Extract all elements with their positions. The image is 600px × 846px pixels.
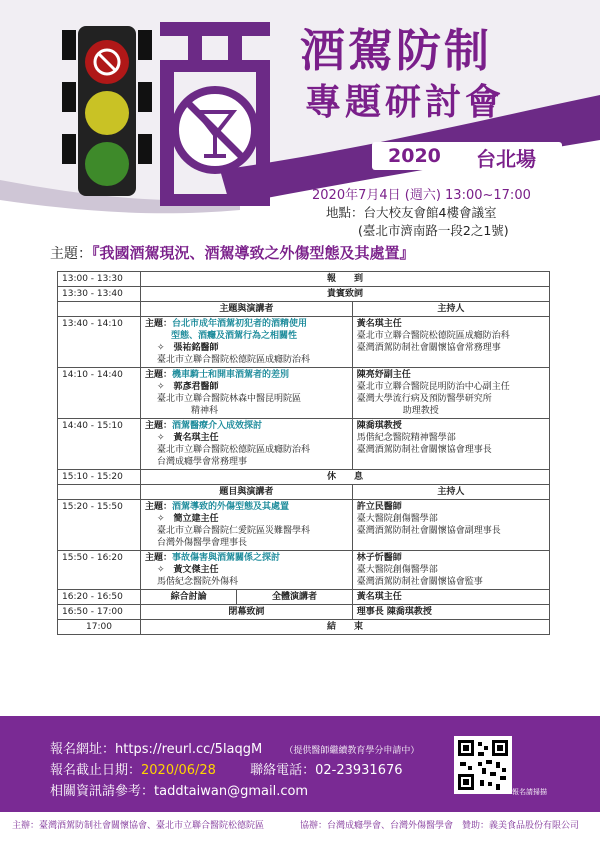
topic-cell xyxy=(141,551,353,590)
registration-label: 報名網址： xyxy=(50,742,116,757)
deadline-date: 2020/06/28 xyxy=(141,763,216,778)
speaker-name: ✧ 郭彥君醫師 xyxy=(157,382,219,392)
session-cell: 閉幕致詞 xyxy=(141,605,353,620)
host-affiliation: 馬偕紀念醫院精神醫學部 xyxy=(356,433,456,443)
event-city: 台北場 xyxy=(476,147,536,171)
time-cell: 15:10 - 15:20 xyxy=(58,470,141,485)
qr-note: 報名請掃描 xyxy=(512,788,547,796)
speaker-affiliation: 臺北市立聯合醫院林森中醫昆明院區 xyxy=(157,394,302,404)
topic-header: 主題與演講者 xyxy=(141,302,353,317)
time-cell: 13:40 - 14:10 xyxy=(58,317,141,368)
table-row xyxy=(58,317,550,368)
topic-cell xyxy=(141,317,353,368)
deadline-label: 報名截止日期： xyxy=(50,763,142,778)
host-affiliation: 臺灣酒駕防制社會關懷協會理事長 xyxy=(356,445,492,455)
table-header-row xyxy=(58,302,550,317)
topic-header: 題目與演講者 xyxy=(141,485,353,500)
topic-title: 台北市成年酒駕初犯者的酒精使用 xyxy=(172,319,308,329)
speaker-name: ✧ 簡立建主任 xyxy=(157,514,219,524)
phone-label: 聯絡電話： xyxy=(250,763,316,778)
host-affiliation: 臺北市立聯合醫院松德院區成癮防治科 xyxy=(356,331,510,341)
host-affiliation: 臺灣大學流行病及預防醫學研究所 xyxy=(356,394,492,404)
session-cell: 休 息 xyxy=(141,470,550,485)
host-affiliation: 臺灣酒駕防制社會關懷協會監事 xyxy=(356,577,483,587)
time-cell: 15:50 - 16:20 xyxy=(58,551,141,590)
speaker-name: ✧ 張祐銘醫師 xyxy=(157,343,219,353)
topic-title: 機車騎士和開車酒駕者的差別 xyxy=(172,370,290,380)
host-cell xyxy=(352,317,549,368)
time-cell: 16:50 - 17:00 xyxy=(58,605,141,620)
host-header: 主持人 xyxy=(352,485,549,500)
host-cell xyxy=(352,419,549,470)
speaker-affiliation: 台灣外傷醫學會理事長 xyxy=(157,538,248,548)
host-affiliation: 臺大醫院創傷醫學部 xyxy=(356,514,438,524)
table-row xyxy=(58,605,550,620)
speaker-name: ✧ 黃文傑主任 xyxy=(157,565,219,575)
speaker-cell: 全體演講者 xyxy=(237,590,353,605)
host-affiliation: 臺北市立聯合醫院昆明防治中心副主任 xyxy=(356,382,510,392)
deadline-line xyxy=(50,759,403,778)
host-name: 許立民醫師 xyxy=(356,502,402,512)
registration-note: （提供醫師繼續教育學分申請中） xyxy=(284,746,420,756)
phone-number: 02-23931676 xyxy=(315,763,403,778)
event-title: 酒駕防制 xyxy=(300,24,493,77)
theme-label: 主題： xyxy=(50,246,92,262)
topic-title: 型態、酒癮及酒駕行為之相關性 xyxy=(171,331,298,341)
organizer-text: 主辦：臺灣酒駕防制社會關懷協會、臺北市立聯合醫院松德院區 xyxy=(12,821,265,831)
topic-label: 主題： xyxy=(145,553,173,563)
table-row xyxy=(58,470,550,485)
host-cell xyxy=(352,551,549,590)
time-cell: 15:20 - 15:50 xyxy=(58,500,141,551)
time-cell: 16:20 - 16:50 xyxy=(58,590,141,605)
host-affiliation: 助理教授 xyxy=(402,406,439,416)
table-row xyxy=(58,287,550,302)
topic-cell xyxy=(141,368,353,419)
event-location: 地點：台大校友會館4樓會議室 xyxy=(326,205,497,220)
host-name: 陳喬琪教授 xyxy=(356,421,402,431)
host-affiliation: 臺大醫院創傷醫學部 xyxy=(356,565,438,575)
schedule-table xyxy=(57,271,550,635)
topic-cell xyxy=(141,419,353,470)
time-cell: 17:00 xyxy=(58,620,141,635)
host-affiliation: 臺灣酒駕防制社會關懷協會副理事長 xyxy=(356,526,501,536)
speaker-affiliation: 台灣成癮學會常務理事 xyxy=(157,457,248,467)
event-date: 2020年7月4日 (週六) 13:00~17:00 xyxy=(312,188,531,203)
event-year: 2020 xyxy=(388,145,441,167)
time-cell xyxy=(58,485,141,500)
time-cell: 14:40 - 15:10 xyxy=(58,419,141,470)
host-cell: 黃名琪主任 xyxy=(352,590,549,605)
table-row xyxy=(58,551,550,590)
session-cell: 綜合討論 xyxy=(141,590,237,605)
session-cell: 報 到 xyxy=(141,272,550,287)
co-organizer-text: 協辦：台灣成癮學會、台灣外傷醫學會 xyxy=(300,821,454,831)
session-cell: 貴賓致詞 xyxy=(141,287,550,302)
table-row xyxy=(58,419,550,470)
registration-url[interactable]: https://reurl.cc/5laqgM xyxy=(115,742,263,757)
host-name: 陳亮妤副主任 xyxy=(356,370,411,380)
topic-title: 酒駕醫療介入成效探討 xyxy=(172,421,263,431)
table-row xyxy=(58,500,550,551)
info-line xyxy=(50,780,308,799)
event-subtitle: 專題研討會 xyxy=(305,82,506,123)
topic-label: 主題： xyxy=(145,421,173,431)
topic-label: 主題： xyxy=(145,370,173,380)
event-address: (臺北市濟南路一段2之1號) xyxy=(358,223,509,238)
event-theme xyxy=(50,242,415,263)
session-cell: 結 束 xyxy=(141,620,550,635)
qr-code-icon[interactable] xyxy=(454,736,512,794)
host-cell: 理事長 陳喬琪教授 xyxy=(352,605,549,620)
time-cell: 13:30 - 13:40 xyxy=(58,287,141,302)
time-cell xyxy=(58,302,141,317)
table-header-row xyxy=(58,485,550,500)
sponsor-text: 贊助：義美食品股份有限公司 xyxy=(462,821,580,831)
table-row xyxy=(58,368,550,419)
speaker-affiliation: 臺北市立聯合醫院仁愛院區災難醫學科 xyxy=(157,526,311,536)
time-cell: 13:00 - 13:30 xyxy=(58,272,141,287)
theme-text: 『我國酒駕現況、酒駕導致之外傷型態及其處置』 xyxy=(92,244,415,262)
topic-title: 事故傷害與酒駕關係之探討 xyxy=(172,553,281,563)
contact-email[interactable]: taddtaiwan@gmail.com xyxy=(154,784,309,799)
speaker-affiliation: 臺北市立聯合醫院松德院區成癮防治科 xyxy=(157,445,311,455)
host-cell xyxy=(352,500,549,551)
topic-title: 酒駕導致的外傷型態及其處置 xyxy=(172,502,290,512)
info-label: 相關資訊請參考： xyxy=(50,784,155,799)
registration-line xyxy=(50,738,419,757)
topic-label: 主題： xyxy=(145,502,173,512)
host-cell xyxy=(352,368,549,419)
speaker-affiliation: 臺北市立聯合醫院松德院區成癮防治科 xyxy=(157,355,311,365)
host-name: 林子忻醫師 xyxy=(356,553,402,563)
host-name: 黃名琪主任 xyxy=(356,319,402,329)
speaker-affiliation: 精神科 xyxy=(191,406,219,416)
table-row xyxy=(58,620,550,635)
speaker-name: ✧ 黃名琪主任 xyxy=(157,433,219,443)
host-affiliation: 臺灣酒駕防制社會關懷協會常務理事 xyxy=(356,343,501,353)
time-cell: 14:10 - 14:40 xyxy=(58,368,141,419)
topic-label: 主題： xyxy=(145,319,173,329)
topic-cell xyxy=(141,500,353,551)
speaker-affiliation: 馬偕紀念醫院外傷科 xyxy=(157,577,239,587)
table-row xyxy=(58,272,550,287)
host-header: 主持人 xyxy=(352,302,549,317)
table-row xyxy=(58,590,550,605)
